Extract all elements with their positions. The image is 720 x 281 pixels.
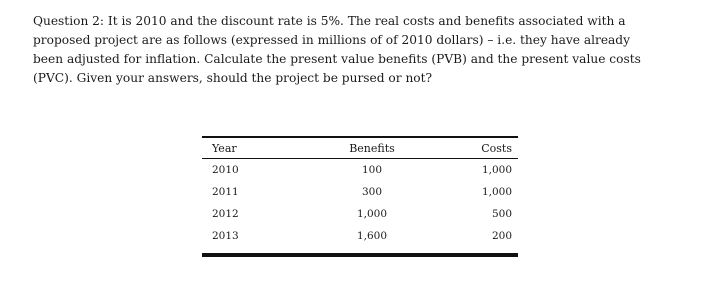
header-costs: Costs: [481, 142, 512, 155]
header-spacer: [402, 138, 452, 158]
header-year: Year: [212, 142, 237, 155]
cell-costs: 500: [491, 208, 512, 220]
cell-costs: 200: [491, 230, 512, 242]
cell-spacer: [402, 203, 452, 225]
cell-year: 2012: [212, 208, 239, 220]
cell-year: 2011: [212, 186, 239, 198]
cell-year: 2013: [212, 230, 239, 242]
cell-spacer: [402, 159, 452, 181]
cell-spacer: [402, 181, 452, 203]
table-row: [202, 181, 518, 203]
cell-spacer: [402, 225, 452, 247]
question-line: proposed project are as follows (expressed in millions of of 2010 dollars) – i.e. they have already: [33, 33, 630, 47]
cell-benefits: 1,000: [356, 208, 388, 220]
question-line: Question 2: It is 2010 and the discount rate is 5%. The real costs and benefits associated with a: [33, 14, 626, 28]
table-row: [202, 225, 518, 247]
table-bottom-rule: [202, 253, 518, 257]
cell-costs: 1,000: [481, 164, 512, 176]
data-table-body: [202, 159, 518, 247]
table-row: [202, 203, 518, 225]
question-line: been adjusted for inflation. Calculate the present value benefits (PVB) and the present value costs: [33, 52, 641, 66]
header-benefits: Benefits: [349, 142, 395, 155]
cell-costs: 1,000: [481, 186, 512, 198]
cell-benefits: 1,600: [356, 230, 388, 242]
cell-benefits: 300: [361, 186, 383, 198]
question-line: (PVC). Given your answers, should the project be pursed or not?: [33, 71, 433, 85]
data-table: [202, 138, 518, 158]
cell-benefits: 100: [361, 164, 383, 176]
benefits-costs-table: [202, 136, 518, 257]
table-row: [202, 159, 518, 181]
question-text: [33, 12, 693, 88]
cell-year: 2010: [212, 164, 239, 176]
table-header-row: [202, 138, 518, 158]
